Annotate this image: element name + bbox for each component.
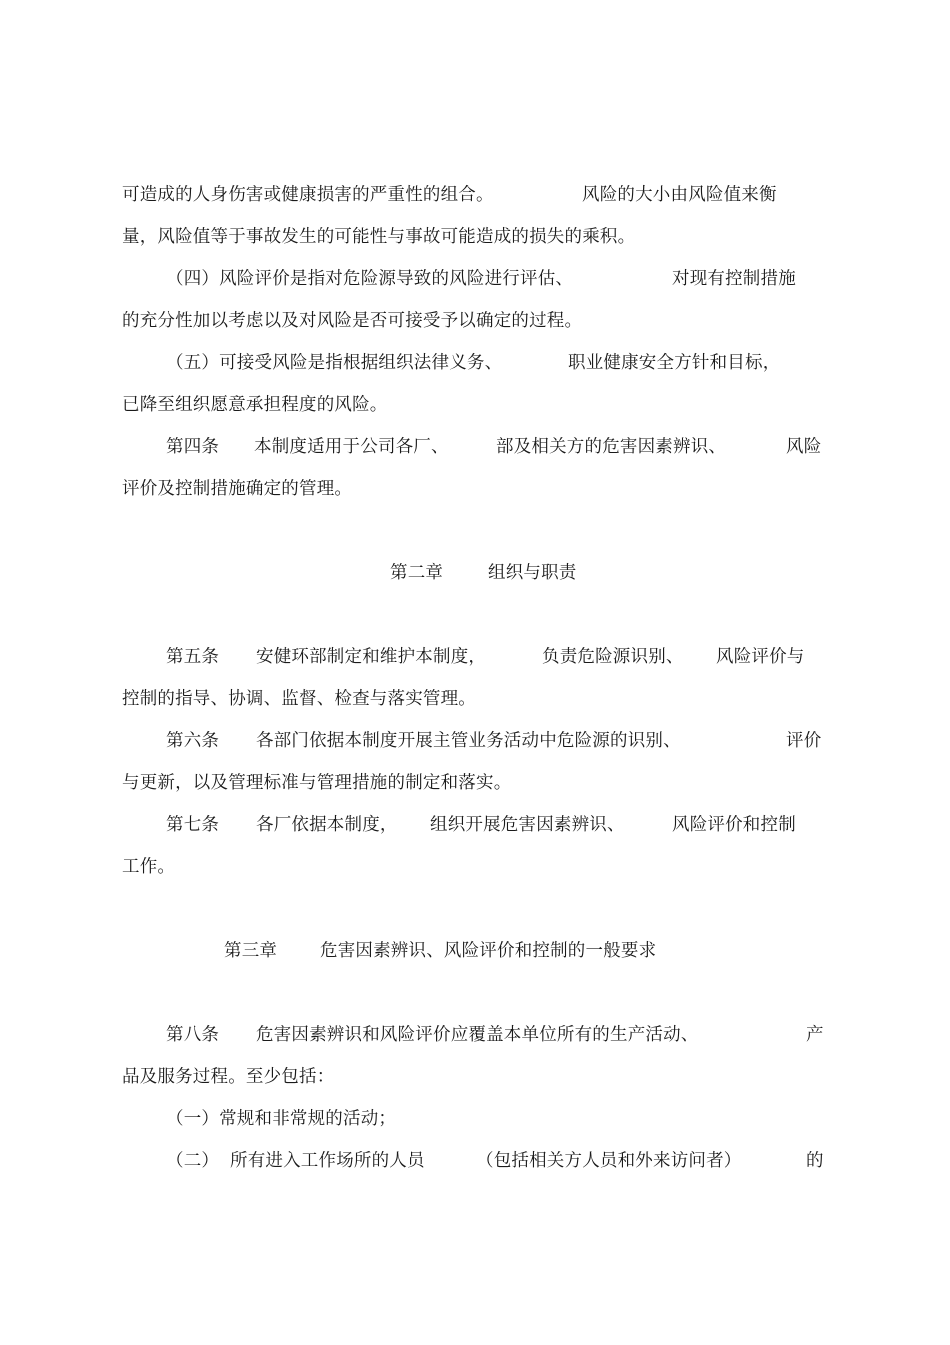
text-line xyxy=(0,1064,950,1090)
chapter-heading xyxy=(0,560,950,586)
text-segment: 量，风险值等于事故发生的可能性与事故可能造成的损失的乘积。 xyxy=(122,227,636,247)
list-item xyxy=(0,1106,950,1132)
chapter-title: 危害因素辨识、风险评价和控制的一般要求 xyxy=(320,941,657,961)
text-segment: 风险 xyxy=(786,437,822,457)
text-segment: 危害因素辨识和风险评价应覆盖本单位所有的生产活动、 xyxy=(256,1025,699,1045)
text-segment: 组织开展危害因素辨识、 xyxy=(430,815,625,835)
article-number: 第五条 xyxy=(166,647,220,667)
chapter-heading xyxy=(0,938,950,964)
text-segment: （五）可接受风险是指根据组织法律义务、 xyxy=(166,353,503,373)
text-line xyxy=(0,182,950,208)
article-number: 第八条 xyxy=(166,1025,220,1045)
list-marker: （二） xyxy=(166,1151,220,1171)
text-segment: 的 xyxy=(806,1151,824,1171)
article-number: 第七条 xyxy=(166,815,220,835)
article-heading-line xyxy=(0,728,950,754)
text-segment: （四）风险评价是指对危险源导致的风险进行评估、 xyxy=(166,269,574,289)
article-heading-line xyxy=(0,812,950,838)
text-segment: 与更新，以及管理标准与管理措施的制定和落实。 xyxy=(122,773,512,793)
text-segment: 控制的指导、协调、监督、检查与落实管理。 xyxy=(122,689,476,709)
text-line xyxy=(0,770,950,796)
text-segment: 本制度适用于公司各厂、 xyxy=(254,437,449,457)
text-line xyxy=(0,392,950,418)
text-segment: 可造成的人身伤害或健康损害的严重性的组合。 xyxy=(122,185,494,205)
article-heading-line xyxy=(0,644,950,670)
text-segment: 风险评价和控制 xyxy=(672,815,796,835)
chapter-number: 第二章 xyxy=(390,563,444,583)
text-segment: 评价 xyxy=(786,731,822,751)
text-segment: （一）常规和非常规的活动； xyxy=(166,1109,397,1129)
text-segment: 的充分性加以考虑以及对风险是否可接受予以确定的过程。 xyxy=(122,311,583,331)
article-number: 第六条 xyxy=(166,731,220,751)
text-line xyxy=(0,224,950,250)
text-segment: 部及相关方的危害因素辨识、 xyxy=(496,437,727,457)
text-segment: 负责危险源识别、 xyxy=(542,647,684,667)
chapter-number: 第三章 xyxy=(224,941,278,961)
article-number: 第四条 xyxy=(166,437,220,457)
text-segment: 所有进入工作场所的人员 xyxy=(230,1151,425,1171)
text-segment: 风险评价与 xyxy=(716,647,805,667)
text-line xyxy=(0,476,950,502)
text-segment: 风险的大小由风险值来衡 xyxy=(582,185,777,205)
text-segment: （包括相关方人员和外来访问者） xyxy=(476,1151,742,1171)
text-segment: 各厂依据本制度， xyxy=(256,815,398,835)
text-segment: 产 xyxy=(806,1025,824,1045)
text-segment: 已降至组织愿意承担程度的风险。 xyxy=(122,395,388,415)
text-line xyxy=(0,350,950,376)
text-segment: 安健环部制定和维护本制度， xyxy=(256,647,487,667)
article-heading-line xyxy=(0,434,950,460)
text-segment: 各部门依据本制度开展主管业务活动中危险源的识别、 xyxy=(256,731,681,751)
article-heading-line xyxy=(0,1022,950,1048)
text-segment: 职业健康安全方针和目标， xyxy=(568,353,781,373)
text-line xyxy=(0,854,950,880)
text-line xyxy=(0,308,950,334)
text-segment: 品及服务过程。至少包括： xyxy=(122,1067,335,1087)
text-segment: 工作。 xyxy=(122,857,176,877)
text-segment: 对现有控制措施 xyxy=(672,269,796,289)
text-line xyxy=(0,686,950,712)
chapter-title: 组织与职责 xyxy=(488,563,577,583)
text-segment: 评价及控制措施确定的管理。 xyxy=(122,479,353,499)
text-line xyxy=(0,266,950,292)
list-item xyxy=(0,1148,950,1174)
